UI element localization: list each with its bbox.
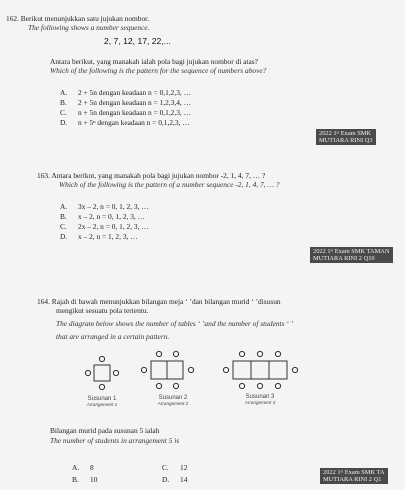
student-circle	[113, 370, 118, 375]
student-circle	[156, 351, 161, 356]
student-circle	[188, 367, 193, 372]
q164-question-english: The number of students in arrangement 5 is	[50, 436, 180, 445]
q163-option-d[interactable]	[60, 233, 138, 242]
q162-option-b[interactable]	[60, 99, 191, 108]
student-circle	[257, 351, 262, 356]
student-circle	[99, 384, 104, 389]
badge-line: 2022 1ˢᵗ Exam SMK TA	[323, 469, 385, 476]
option-letter: C.	[162, 463, 169, 472]
q162-option-d[interactable]	[60, 119, 190, 128]
option-text: 2 + 5n dengan keadaan n = 0,1,2,3, …	[78, 88, 192, 97]
badge-line: MUTIARA RINI 2 Q1	[323, 476, 382, 484]
option-letter: A.	[60, 88, 68, 97]
student-circle	[292, 367, 297, 372]
arrangement-2-caption	[148, 395, 198, 406]
option-text: x – 2, n = 1, 2, 3, …	[78, 232, 138, 241]
option-letter: A.	[72, 463, 80, 472]
option-letter: D.	[60, 232, 68, 241]
badge-line: 2022 1ˢᵗ Exam SMK	[319, 130, 372, 137]
q162-option-c[interactable]	[60, 109, 191, 118]
student-circle	[223, 367, 228, 372]
q164-option-d[interactable]	[162, 476, 187, 485]
q162-sequence: 2, 7, 12, 17, 22,...	[104, 36, 171, 46]
table-square	[233, 361, 251, 379]
q162-stem: 162. Berikut menunjukkan satu jujukan nombor.	[6, 14, 150, 23]
table-square	[167, 361, 183, 379]
q164-option-b[interactable]	[72, 476, 97, 485]
arrangement-3-figure	[223, 351, 297, 388]
badge-line: MUTIARA RINI 2 Q10	[313, 255, 375, 263]
q164-option-c[interactable]	[162, 464, 187, 473]
student-circle	[156, 383, 161, 388]
q163-stem: 163. Antara berikut, yang manakah pola bagi jujukan nombor -2, 1, 4, 7, … ?	[37, 171, 266, 180]
student-circle	[275, 383, 280, 388]
student-circle	[173, 351, 178, 356]
option-letter: D.	[60, 118, 68, 127]
option-text: 3x – 2, n = 0, 1, 2, 3, …	[78, 202, 149, 211]
option-letter: C.	[60, 222, 67, 231]
q163-option-a[interactable]	[60, 203, 149, 212]
student-circle	[275, 351, 280, 356]
q162-question: Antara berikut, yang manakah ialah pola bagi jujukan nombor di atas?	[50, 57, 258, 66]
option-letter: C.	[60, 108, 67, 117]
option-letter: A.	[60, 202, 68, 211]
table-square	[251, 361, 269, 379]
arrangement-3-caption	[235, 394, 285, 405]
option-text: x – 2, n = 0, 1, 2, 3, …	[78, 212, 145, 221]
q163-source-badge	[310, 247, 393, 263]
q164-option-a[interactable]	[72, 464, 94, 473]
q163-option-c[interactable]	[60, 223, 149, 232]
caption-bm: Susunan 2	[158, 395, 188, 401]
q164-stem: 164. Rajah di bawah menunjukkan bilangan meja ‘ ’dan bilangan murid ‘ ’disusun	[37, 297, 281, 306]
caption-en: Arrangement 1	[86, 402, 118, 407]
option-text: 8	[90, 463, 94, 472]
q162-question-english: Which of the following is the pattern for the sequence of numbers above?	[50, 66, 267, 75]
q164-stem-english-continued: that are arranged in a certain pattern.	[56, 332, 170, 341]
student-circle	[99, 356, 104, 361]
student-circle	[173, 383, 178, 388]
badge-line: 2022 1ˢᵗ Exam SMK TAMAN	[313, 248, 390, 255]
option-text: 14	[180, 475, 188, 484]
table-square	[269, 361, 287, 379]
q164-source-badge	[320, 468, 388, 484]
option-text: 10	[90, 475, 98, 484]
student-circle	[141, 367, 146, 372]
option-text: 2 + 5n dengan keadaan n = 1,2,3,4, …	[78, 98, 192, 107]
q164-stem-continued: mengikut sesuatu pola tertentu.	[56, 306, 149, 315]
option-letter: B.	[60, 98, 67, 107]
q162-option-a[interactable]	[60, 89, 191, 98]
arrangement-1-figure	[85, 356, 118, 389]
arrangement-1-caption	[82, 396, 122, 407]
option-text: 2x – 2, n = 0, 1, 2, 3, …	[78, 222, 149, 231]
q164-question: Bilangan murid pada susunan 5 ialah	[50, 426, 160, 435]
caption-bm: Susunan 1	[87, 396, 117, 402]
student-circle	[239, 383, 244, 388]
q163-option-b[interactable]	[60, 213, 145, 222]
q164-stem-english: The diagram below shows the number of tables ‘ ’and the number of students ‘ ’	[56, 319, 294, 328]
option-letter: D.	[162, 475, 170, 484]
q162-source-badge	[316, 129, 376, 145]
student-circle	[85, 370, 90, 375]
option-letter: B.	[60, 212, 67, 221]
table-square	[94, 365, 110, 381]
table-square	[151, 361, 167, 379]
caption-en: Arrangement 3	[244, 400, 276, 405]
option-text: n + 5n dengan keadaan n = 0,1,2,3, …	[78, 108, 192, 117]
student-circle	[239, 351, 244, 356]
caption-bm: Susunan 3	[245, 394, 275, 400]
option-text: n + 5ⁿ dengan keadaan n = 0,1,2,3, …	[78, 118, 190, 127]
caption-en: Arrangement 2	[157, 401, 189, 406]
option-letter: B.	[72, 475, 79, 484]
q162-stem-english: The following shows a number sequence.	[28, 23, 150, 32]
student-circle	[257, 383, 262, 388]
q163-stem-english: Which of the following is the pattern of a number sequence -2, 1, 4, 7, … ?	[59, 180, 280, 189]
arrangement-2-figure	[141, 351, 193, 388]
badge-line: MUTIARA RINI Q3	[319, 137, 373, 145]
option-text: 12	[180, 463, 188, 472]
